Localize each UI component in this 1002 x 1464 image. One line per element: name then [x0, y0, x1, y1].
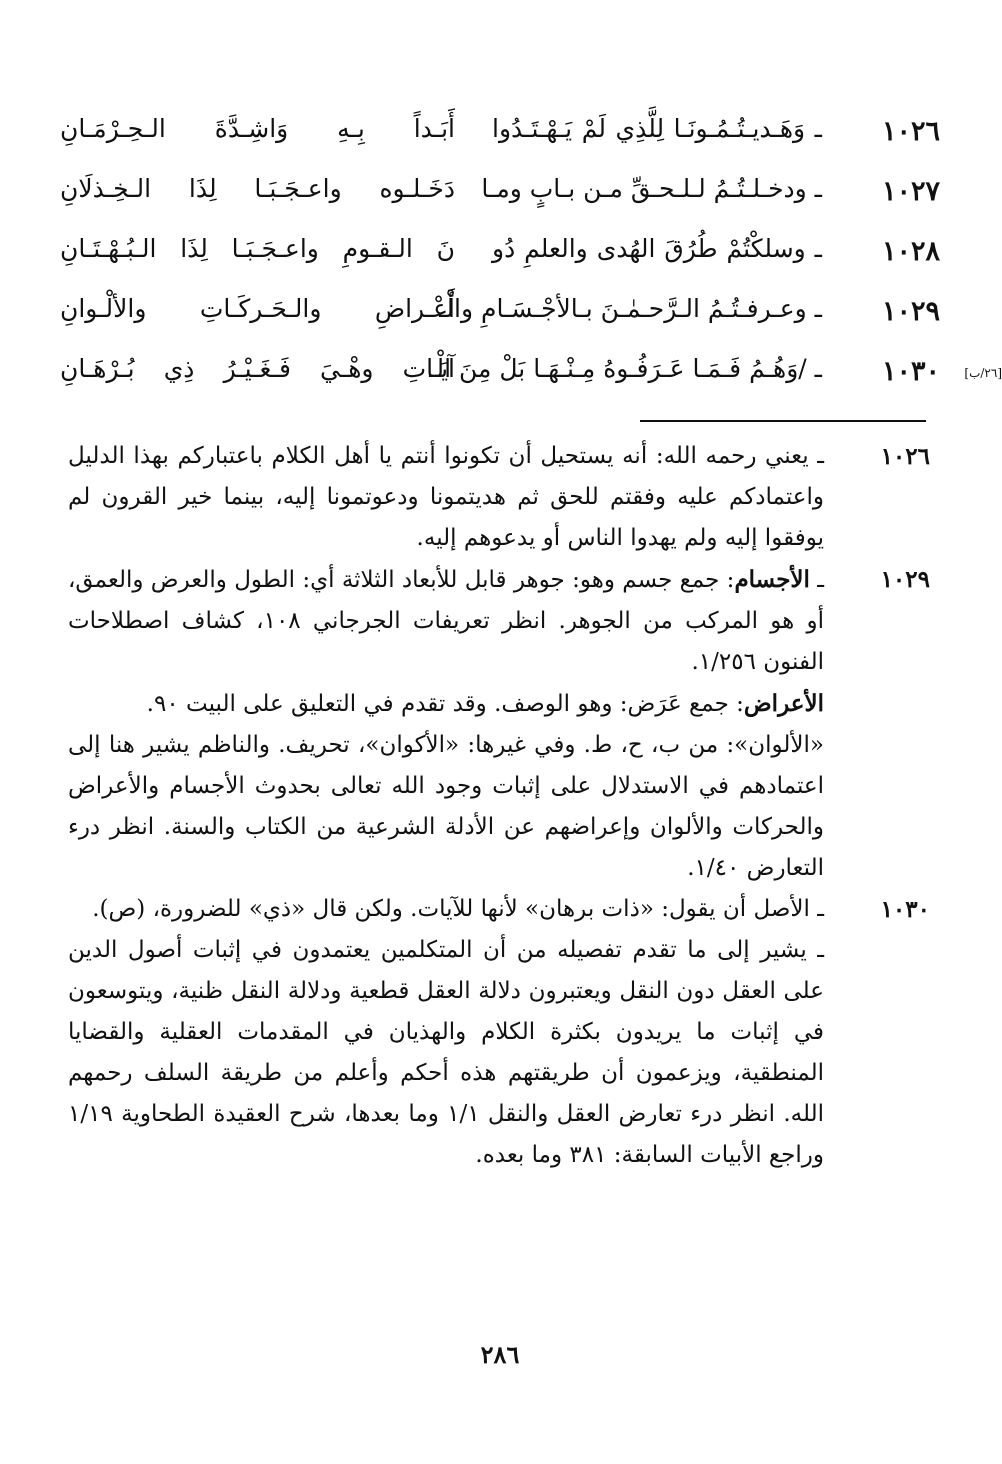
verse-first-hemistich: ـ وعـرفـتُـمُ الـرَّحـمٰـنَ بـالأجْـسَـامِ والْـ [439, 294, 822, 323]
footnote-paragraph [68, 930, 930, 1176]
footnote-text: «الألوان»: من ب، ح، ط. وفي غيرها: «الأكوان»، تحريف. والناظم يشير هنا إلى اعتمادهم في الاستدلال على إثبات وجود الله تعالى بحدوث الأجسام والأعراض والحركات والألوان وإعراضهم عن الأدلة الشرعية من الكتاب والسنة. انظر درء التعارض ١/٤٠. [68, 732, 824, 881]
footnote-1030 [68, 889, 930, 930]
verse-1026 [60, 108, 940, 168]
footnote-separator [640, 420, 926, 422]
verse-number: ١٠٢٦ [881, 116, 940, 147]
footnote-number: ١٠٢٦ [880, 443, 930, 470]
verse-first-hemistich: ـ وَهَـديـتُـمُـونَـا لِلَّذِي لَمْ يَـهْـتَـدُوا [492, 114, 822, 143]
footnote-term: الأجسام [734, 566, 810, 593]
footnote-text: : جمع جسم وهو: جوهر قابل للأبعاد الثلاثة أي: الطول والعرض والعمق، أو هو المركب من الجوهر. انظر تعريفات الجرجاني ١٠٨، كشاف اصطلاحات الفنون ١/٢٥٦. [67, 567, 824, 675]
verse-number: ١٠٢٨ [881, 236, 940, 267]
verse-first-hemistich: ـ /وَهُـمُ فَـمَـا عَـرَفُـوهُ مِـنْـهَـا بَلْ مِنَ الْـ [429, 354, 822, 383]
footnote-paragraph [68, 683, 930, 725]
footnote-text: ـ الأصل أن يقول: «ذات برهان» لأنها للآيات. ولكن قال «ذي» للضرورة، (ص). [92, 896, 824, 922]
page-number: ٢٨٦ [480, 1340, 520, 1369]
footnote-number: ١٠٢٩ [880, 566, 930, 593]
verse-second-hemistich: أَبَـداً بِـهِ وَاشِـدَّةَ الـحِـرْمَـانِ [60, 114, 455, 143]
verse-number: ١٠٣٠ [881, 356, 940, 387]
footnote-term: الأعراض [743, 690, 824, 717]
verse-number: ١٠٢٩ [881, 296, 940, 327]
verse-second-hemistich: أَعْـراضِ والـحَـركَـاتِ والألْـوانِ [60, 294, 455, 323]
verse-second-hemistich: آيَـاتِ وهْـيَ فَـغَـيْـرُ ذِي بُـرْهَـانِ [60, 354, 455, 383]
manuscript-folio-mark: [٢٦/ب] [964, 366, 1002, 380]
verse-first-hemistich: ـ وسلكْتُمْ طُرُقَ الهُدى والعلمِ دُو [492, 234, 822, 263]
footnote-text: ـ يشير إلى ما تقدم تفصيله من أن المتكلمين يعتمدون في إثبات أصول الدين على العقل دون النقل ويعتبرون دلالة العقل قطعية ودلالة النقل ظنية، ويتوسعون في إثبات ما يريدون بكثرة الكلام والهذيان في المقدمات العقلية والقضايا المنطقية، ويزعمون أن طريقتهم هذه أحكم وأعلم من طريقة السلف رحمهم الله. انظر درء تعارض العقل والنقل ١/١ وما بعدها، شرح العقيدة الطحاوية ١/١٩ وراجع الأبيات السابقة: ٣٨١ وما بعده. [68, 937, 825, 1168]
verse-second-hemistich: دَخَـلـوه واعـجَـبَـا لِذَا الـخِـذلَانِ [60, 174, 455, 203]
verse-1027 [60, 168, 940, 228]
footnote-dash: ـ [809, 567, 824, 593]
footnote-1026 [68, 436, 930, 559]
verse-1030 [60, 348, 1002, 408]
verse-first-hemistich: ـ ودخـلـتُـمُ لـلـحـقِّ مـن بـابٍ ومـا [481, 174, 822, 203]
verse-number: ١٠٢٧ [881, 176, 940, 207]
poem-verses [60, 108, 1002, 408]
footnote-text: ـ يعني رحمه الله: أنه يستحيل أن تكونوا أنتم يا أهل الكلام باعتباركم بهذا الدليل واعتمادكم عليه وفقتم للحق ثم هديتمونا ودعوتمونا إليه، بينما خير القرون لم يوفقوا إليه ولم يهدوا الناس أو يدعوهم إليه. [68, 443, 824, 551]
footnote-number: ١٠٣٠ [880, 896, 930, 923]
footnotes [68, 436, 930, 1176]
footnote-text: : جمع عَرَض: وهو الوصف. وقد تقدم في التعليق على البيت ٩٠. [146, 691, 744, 717]
footnote-paragraph [68, 725, 930, 889]
verse-second-hemistich: نَ الـقـومِ واعـجَـبَـا لِذَا الـبُـهْـتَـانِ [60, 234, 455, 263]
verse-1029 [60, 288, 940, 348]
footnote-1029 [68, 559, 930, 683]
verse-1028 [60, 228, 940, 288]
